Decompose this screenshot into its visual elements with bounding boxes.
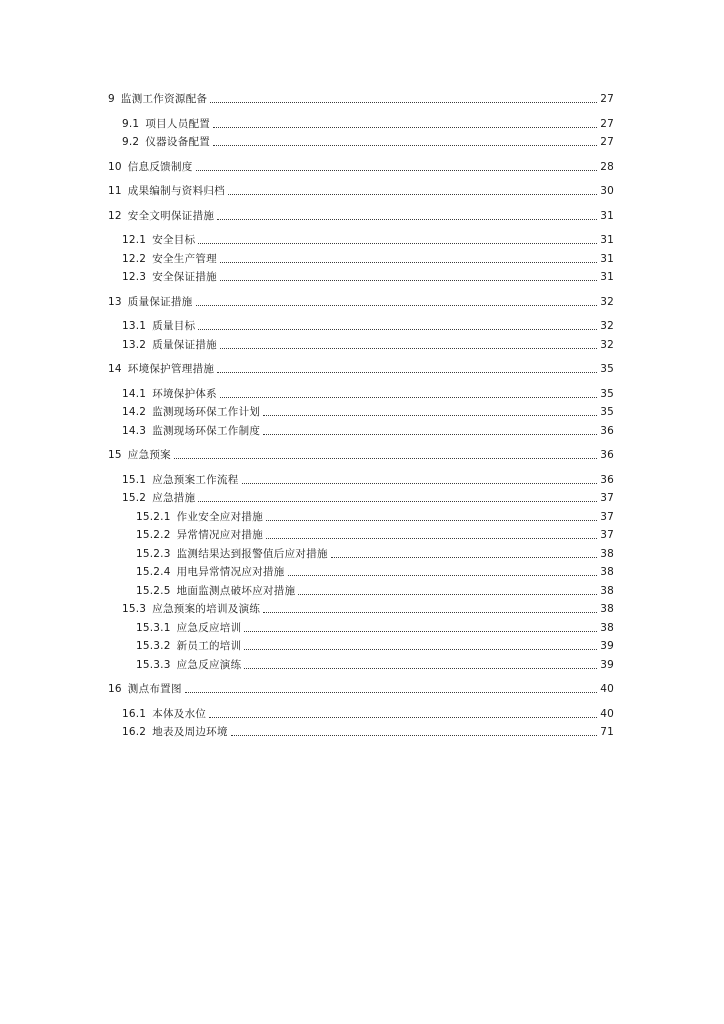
- toc-entry-page: 39: [600, 658, 614, 671]
- toc-entry[interactable]: [108, 580, 614, 598]
- toc-entry[interactable]: [108, 205, 614, 223]
- toc-dot-leader: [228, 194, 597, 195]
- toc-entry-page: 36: [600, 424, 614, 437]
- toc-entry-number: 11: [108, 185, 122, 197]
- toc-entry[interactable]: [108, 678, 614, 696]
- toc-entry-number: 15.3.1: [136, 621, 171, 634]
- toc-entry-number: 16.2: [122, 726, 147, 738]
- toc-entry[interactable]: [108, 506, 614, 524]
- toc-entry-title: 地面监测点破坏应对措施: [176, 584, 296, 597]
- toc-entry-title: 安全生产管理: [152, 252, 217, 265]
- toc-entry-page: 35: [600, 387, 614, 400]
- toc-entry-title: 安全文明保证措施: [127, 209, 215, 222]
- toc-dot-leader: [263, 612, 597, 613]
- toc-entry[interactable]: [108, 401, 614, 419]
- toc-entry-number: 15: [108, 449, 122, 461]
- toc-entry[interactable]: [108, 721, 614, 739]
- toc-entry-title: 应急预案工作流程: [152, 473, 239, 486]
- toc-dot-leader: [210, 102, 597, 103]
- toc-entry-title: 用电异常情况应对措施: [176, 566, 285, 578]
- toc-entry-title: 质量保证措施: [127, 295, 193, 308]
- toc-entry-page: 39: [600, 640, 614, 652]
- toc-entry[interactable]: [108, 156, 614, 174]
- toc-entry[interactable]: [108, 334, 614, 352]
- toc-entry[interactable]: [108, 617, 614, 635]
- toc-entry[interactable]: [108, 635, 614, 653]
- toc-entry[interactable]: [108, 561, 614, 579]
- toc-entry-title: 应急预案的培训及演练: [152, 603, 261, 615]
- toc-entry-page: 36: [600, 473, 614, 486]
- toc-entry-number: 16.1: [122, 707, 147, 720]
- toc-entry-number: 12.1: [122, 234, 147, 246]
- toc-entry[interactable]: [108, 487, 614, 505]
- toc-entry[interactable]: [108, 229, 614, 247]
- toc-entry-title: 测点布置图: [127, 683, 182, 695]
- toc-entry-title: 安全目标: [152, 234, 196, 246]
- toc-entry-title: 环境保护体系: [152, 387, 217, 400]
- toc-dot-leader: [298, 594, 597, 595]
- toc-entry-number: 15.1: [122, 473, 147, 486]
- toc-entry-number: 15.2.1: [136, 510, 171, 523]
- toc-entry-number: 15.2.5: [136, 584, 171, 597]
- toc-entry-number: 13.1: [122, 320, 147, 332]
- toc-entry-number: 15.3.2: [136, 640, 171, 652]
- toc-dot-leader: [196, 305, 597, 306]
- toc-entry-page: 38: [600, 566, 614, 578]
- toc-entry-number: 15.2.4: [136, 566, 171, 578]
- toc-entry-number: 13.2: [122, 338, 147, 351]
- toc-dot-leader: [198, 329, 597, 330]
- toc-entry-title: 信息反馈制度: [127, 160, 193, 173]
- toc-entry-number: 14.3: [122, 424, 147, 437]
- toc-entry-number: 12: [108, 209, 122, 222]
- toc-dot-leader: [196, 170, 597, 171]
- toc-dot-leader: [174, 458, 597, 459]
- toc-dot-leader: [213, 145, 597, 146]
- toc-dot-leader: [288, 575, 597, 576]
- toc-entry-page: 38: [600, 621, 614, 634]
- toc-entry-page: 28: [600, 160, 614, 173]
- toc-entry-page: 27: [600, 117, 614, 130]
- toc-entry-title: 质量目标: [152, 320, 196, 332]
- toc-dot-leader: [220, 397, 597, 398]
- toc-entry-number: 9.1: [122, 117, 140, 130]
- toc-entry[interactable]: [108, 315, 614, 333]
- toc-dot-leader: [217, 219, 597, 220]
- toc-entry-title: 应急措施: [152, 492, 196, 504]
- toc-entry-number: 10: [108, 160, 122, 173]
- toc-entry-page: 30: [600, 185, 614, 197]
- toc-entry[interactable]: [108, 598, 614, 616]
- toc-dot-leader: [244, 649, 597, 650]
- toc-entry-page: 32: [600, 295, 614, 308]
- toc-entry-page: 37: [600, 510, 614, 523]
- toc-entry[interactable]: [108, 469, 614, 487]
- toc-dot-leader: [217, 372, 597, 373]
- toc-dot-leader: [244, 668, 597, 669]
- toc-entry-number: 12.3: [122, 271, 147, 283]
- toc-entry-title: 应急反应演练: [176, 658, 242, 671]
- toc-dot-leader: [213, 127, 597, 128]
- toc-entry-page: 27: [600, 136, 614, 148]
- toc-entry-title: 质量保证措施: [152, 338, 217, 351]
- toc-entry-title: 安全保证措施: [152, 271, 217, 283]
- toc-entry-page: 38: [600, 603, 614, 615]
- toc-entry-number: 14.1: [122, 387, 147, 400]
- toc-entry-number: 9: [108, 93, 115, 105]
- toc-entry[interactable]: [108, 383, 614, 401]
- toc-dot-leader: [263, 415, 597, 416]
- toc-dot-leader: [198, 243, 597, 244]
- toc-entry-number: 13: [108, 295, 122, 308]
- toc-entry-page: 40: [600, 683, 614, 695]
- toc-dot-leader: [242, 483, 597, 484]
- toc-entry[interactable]: [108, 113, 614, 131]
- toc-entry-page: 35: [600, 363, 614, 375]
- toc-dot-leader: [266, 520, 597, 521]
- toc-entry-title: 应急反应培训: [176, 621, 242, 634]
- toc-entry-number: 12.2: [122, 252, 147, 265]
- toc-dot-leader: [244, 631, 597, 632]
- toc-entry-page: 32: [600, 338, 614, 351]
- toc-entry-title: 本体及水位: [152, 707, 207, 720]
- toc-entry[interactable]: [108, 248, 614, 266]
- toc-dot-leader: [266, 538, 597, 539]
- toc-entry-page: 31: [600, 271, 614, 283]
- toc-entry[interactable]: [108, 444, 614, 462]
- toc-entry-title: 成果编制与资料归档: [127, 185, 225, 197]
- toc-entry-page: 37: [600, 529, 614, 541]
- toc-entry-page: 40: [600, 707, 614, 720]
- toc-dot-leader: [231, 735, 597, 736]
- toc-entry-title: 环境保护管理措施: [127, 363, 215, 375]
- toc-entry[interactable]: [108, 654, 614, 672]
- toc-entry-title: 异常情况应对措施: [176, 529, 264, 541]
- toc-entry-title: 监测工作资源配备: [120, 93, 208, 105]
- toc-dot-leader: [220, 348, 597, 349]
- toc-entry-number: 15.2.3: [136, 547, 171, 560]
- toc-entry-page: 37: [600, 492, 614, 504]
- toc-entry-number: 15.2.2: [136, 529, 171, 541]
- toc-entry-title: 新员工的培训: [176, 640, 242, 652]
- toc-dot-leader: [209, 717, 597, 718]
- toc-dot-leader: [198, 501, 597, 502]
- toc-entry-page: 36: [600, 449, 614, 461]
- toc-entry-number: 15.2: [122, 492, 147, 504]
- toc-entry-page: 38: [600, 584, 614, 597]
- toc-entry-page: 35: [600, 406, 614, 418]
- toc-entry[interactable]: [108, 358, 614, 376]
- toc-entry-title: 监测现场环保工作制度: [152, 424, 261, 437]
- toc-entry-title: 监测结果达到报警值后应对措施: [176, 547, 328, 560]
- toc-entry-title: 仪器设备配置: [145, 136, 211, 148]
- toc-entry[interactable]: [108, 131, 614, 149]
- toc-entry-title: 监测现场环保工作计划: [152, 406, 261, 418]
- toc-dot-leader: [331, 557, 597, 558]
- toc-entry-page: 27: [600, 93, 614, 105]
- toc-entry[interactable]: [108, 266, 614, 284]
- toc-entry-title: 项目人员配置: [145, 117, 211, 130]
- toc-dot-leader: [263, 434, 597, 435]
- toc-entry-page: 32: [600, 320, 614, 332]
- toc-entry-number: 15.3: [122, 603, 147, 615]
- toc-entry-page: 31: [600, 209, 614, 222]
- toc-entry[interactable]: [108, 524, 614, 542]
- toc-entry-number: 16: [108, 683, 122, 695]
- toc-entry-title: 作业安全应对措施: [176, 510, 264, 523]
- toc-entry[interactable]: [108, 291, 614, 309]
- toc-entry-title: 应急预案: [127, 449, 171, 461]
- toc-entry-number: 15.3.3: [136, 658, 171, 671]
- toc-entry[interactable]: [108, 180, 614, 198]
- toc-entry-number: 14.2: [122, 406, 147, 418]
- toc-dot-leader: [220, 280, 597, 281]
- toc-dot-leader: [185, 692, 597, 693]
- toc-entry-page: 31: [600, 252, 614, 265]
- toc-entry[interactable]: [108, 420, 614, 438]
- toc-entry-page: 38: [600, 547, 614, 560]
- toc-entry-page: 71: [600, 726, 614, 738]
- toc-entry-page: 31: [600, 234, 614, 246]
- toc-entry[interactable]: [108, 703, 614, 721]
- toc-entry-number: 14: [108, 363, 122, 375]
- toc-entry[interactable]: [108, 543, 614, 561]
- toc-entry[interactable]: [108, 88, 614, 106]
- toc-entry-title: 地表及周边环境: [152, 726, 228, 738]
- toc-dot-leader: [220, 262, 597, 263]
- toc-entry-number: 9.2: [122, 136, 140, 148]
